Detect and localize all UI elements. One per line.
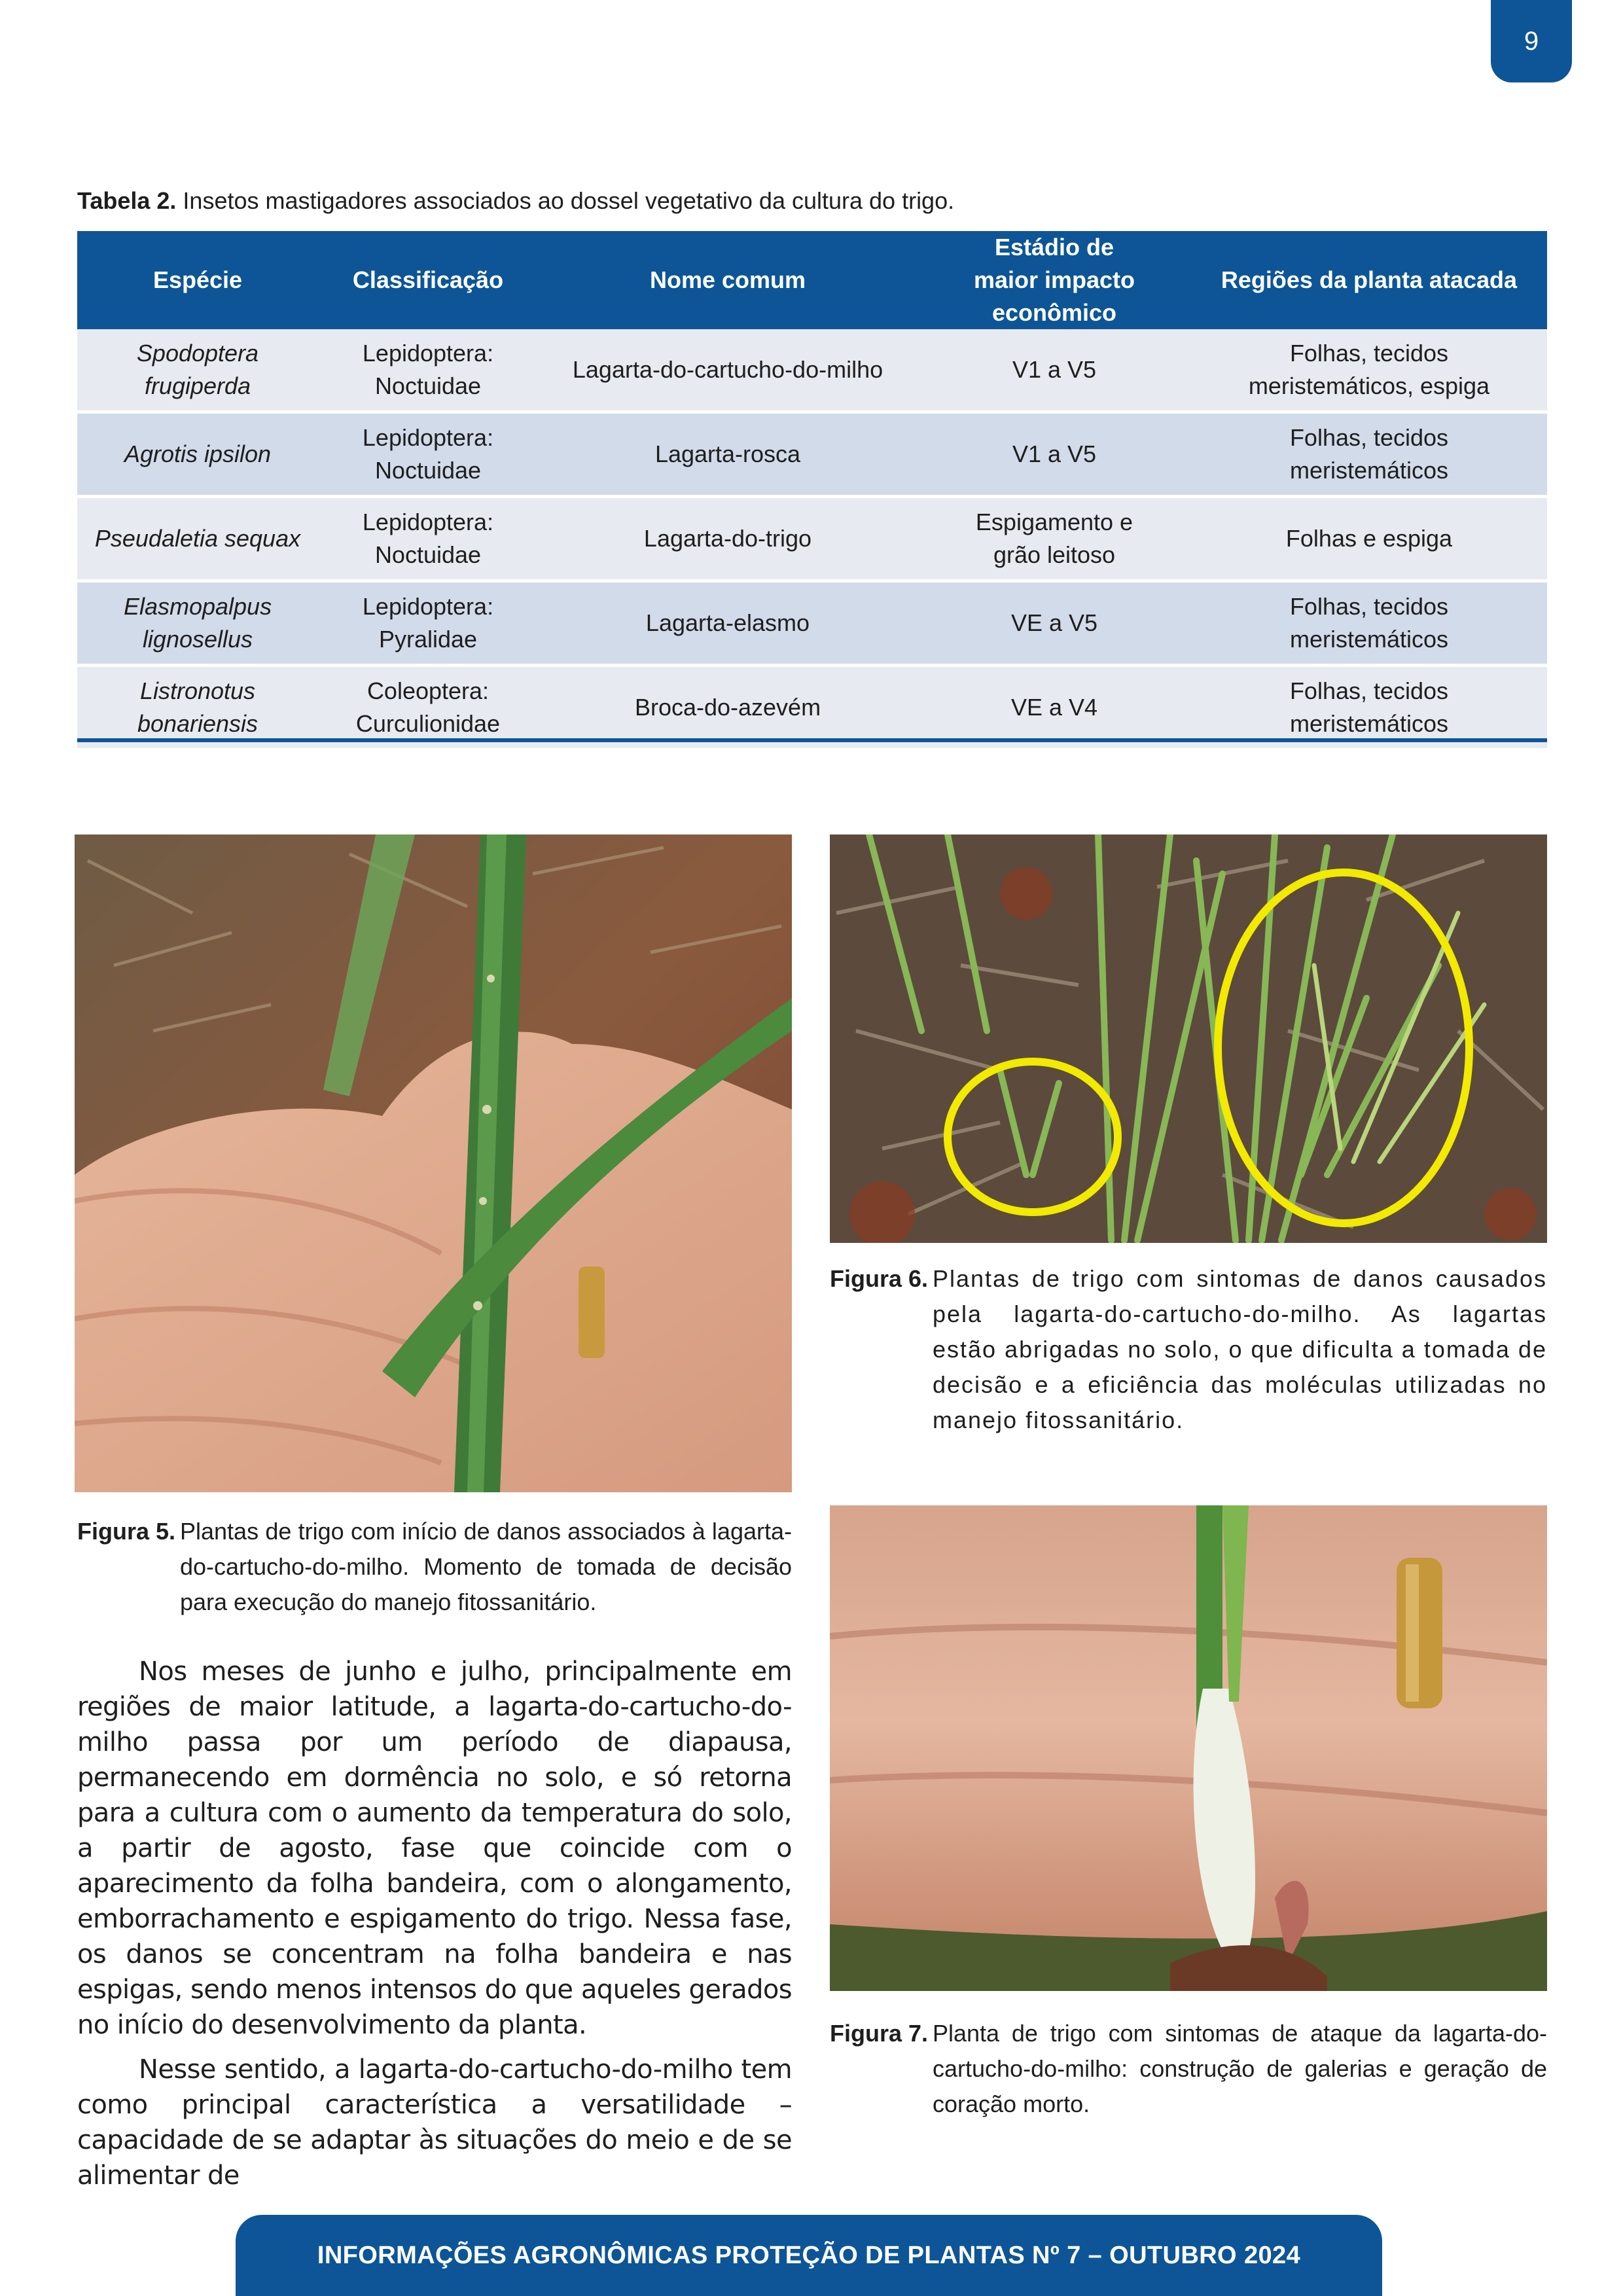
species-cell: Spodoptera frugiperda: [77, 329, 318, 412]
header-common-name: Nome comum: [538, 231, 918, 329]
plant-regions-cell: Folhas, tecidos meristemáticos, espiga: [1191, 329, 1547, 412]
footer-banner: INFORMAÇÕES AGRONÔMICAS PROTEÇÃO DE PLANTAS Nº 7 – OUTUBRO 2024: [236, 2215, 1382, 2296]
header-species: Espécie: [77, 231, 318, 329]
table-header-row: [77, 231, 1547, 329]
figure-5-label: Figura 5.: [77, 1518, 176, 1545]
page-number: 9: [1491, 0, 1572, 82]
classification-cell: Lepidoptera: Noctuidae: [318, 497, 538, 581]
stage-cell: VE a V5: [918, 581, 1191, 666]
body-paragraph: Nos meses de junho e julho, principalmente em regiões de maior latitude, a lagarta-do-cartucho-do-milho passa por um período de diapausa, permanecendo em dormência no solo, e só retorna para a cultura com o aumento da temperatura do solo, a partir de agosto, fase que coincide com o aparecimento da folha bandeira, com o alongamento, emborrachamento e espigamento do trigo. Nessa fase, os danos se concentram na folha bandeira e nas espigas, sendo menos intensos do que aqueles gerados no início do desenvolvimento da planta.: [77, 1657, 792, 2040]
figure-7-caption: [830, 2016, 1547, 2122]
classification-cell: Lepidoptera: Noctuidae: [318, 412, 538, 497]
figure-6-caption: [830, 1261, 1547, 1438]
common-name-cell: Lagarta-do-trigo: [538, 497, 918, 581]
stage-cell: Espigamento e grão leitoso: [918, 497, 1191, 581]
header-plant-regions: Regiões da planta atacada: [1191, 231, 1547, 329]
figure-7-text: Planta de trigo com sintomas de ataque da lagarta-do-cartucho-do-milho: construção de galerias e geração de coração morto.: [933, 2020, 1547, 2117]
classification-cell: Lepidoptera: Noctuidae: [318, 329, 538, 412]
body-text: [77, 1654, 792, 2193]
figure-5-photo: [75, 834, 792, 1492]
table-caption: [77, 185, 1550, 217]
figure-5-text: Plantas de trigo com início de danos associados à lagarta-do-cartucho-do-milho. Momento de tomada de decisão para execução do manejo fitossanitário.: [180, 1518, 792, 1615]
classification-cell: Lepidoptera: Pyralidae: [318, 581, 538, 666]
table-row: [77, 497, 1547, 581]
table-row: [77, 329, 1547, 412]
body-paragraph: Nesse sentido, a lagarta-do-cartucho-do-milho tem como principal característica a versatilidade – capacidade de se adaptar às situações do meio e de se alimentar de: [77, 2054, 792, 2191]
common-name-cell: Lagarta-do-cartucho-do-milho: [538, 329, 918, 412]
header-stage: Estádio de maior impacto econômico: [918, 231, 1191, 329]
species-cell: Elasmopalpus lignosellus: [77, 581, 318, 666]
table-label: Tabela 2.: [77, 187, 177, 214]
table-bottom-rule: [77, 738, 1547, 742]
common-name-cell: Lagarta-rosca: [538, 412, 918, 497]
table-title: Insetos mastigadores associados ao dossel vegetativo da cultura do trigo.: [183, 187, 955, 214]
figure-6-label: Figura 6.: [830, 1265, 929, 1292]
table-row: [77, 581, 1547, 666]
common-name-cell: Broca-do-azevém: [538, 666, 918, 750]
header-classification: Classificação: [318, 231, 538, 329]
species-cell: Pseudaletia sequax: [77, 497, 318, 581]
figure-7-photo: [830, 1505, 1547, 1991]
species-cell: Listronotus bonariensis: [77, 666, 318, 750]
species-cell: Agrotis ipsilon: [77, 412, 318, 497]
plant-regions-cell: Folhas, tecidos meristemáticos: [1191, 412, 1547, 497]
stage-cell: V1 a V5: [918, 329, 1191, 412]
figure-5-caption: [77, 1514, 792, 1620]
table-row: [77, 412, 1547, 497]
insects-table: [77, 231, 1547, 751]
plant-regions-cell: Folhas, tecidos meristemáticos: [1191, 666, 1547, 750]
plant-regions-cell: Folhas, tecidos meristemáticos: [1191, 581, 1547, 666]
stage-cell: V1 a V5: [918, 412, 1191, 497]
plant-regions-cell: Folhas e espiga: [1191, 497, 1547, 581]
figure-6-photo: [830, 834, 1547, 1243]
table-row: [77, 666, 1547, 750]
figure-7-label: Figura 7.: [830, 2020, 929, 2047]
figure-6-text: Plantas de trigo com sintomas de danos causados pela lagarta-do-cartucho-do-milho. As lagartas estão abrigadas no solo, o que dificulta a tomada de decisão e a eficiência das moléculas utilizadas no manejo fitossanitário.: [933, 1265, 1547, 1433]
common-name-cell: Lagarta-elasmo: [538, 581, 918, 666]
classification-cell: Coleoptera: Curculionidae: [318, 666, 538, 750]
stage-cell: VE a V4: [918, 666, 1191, 750]
